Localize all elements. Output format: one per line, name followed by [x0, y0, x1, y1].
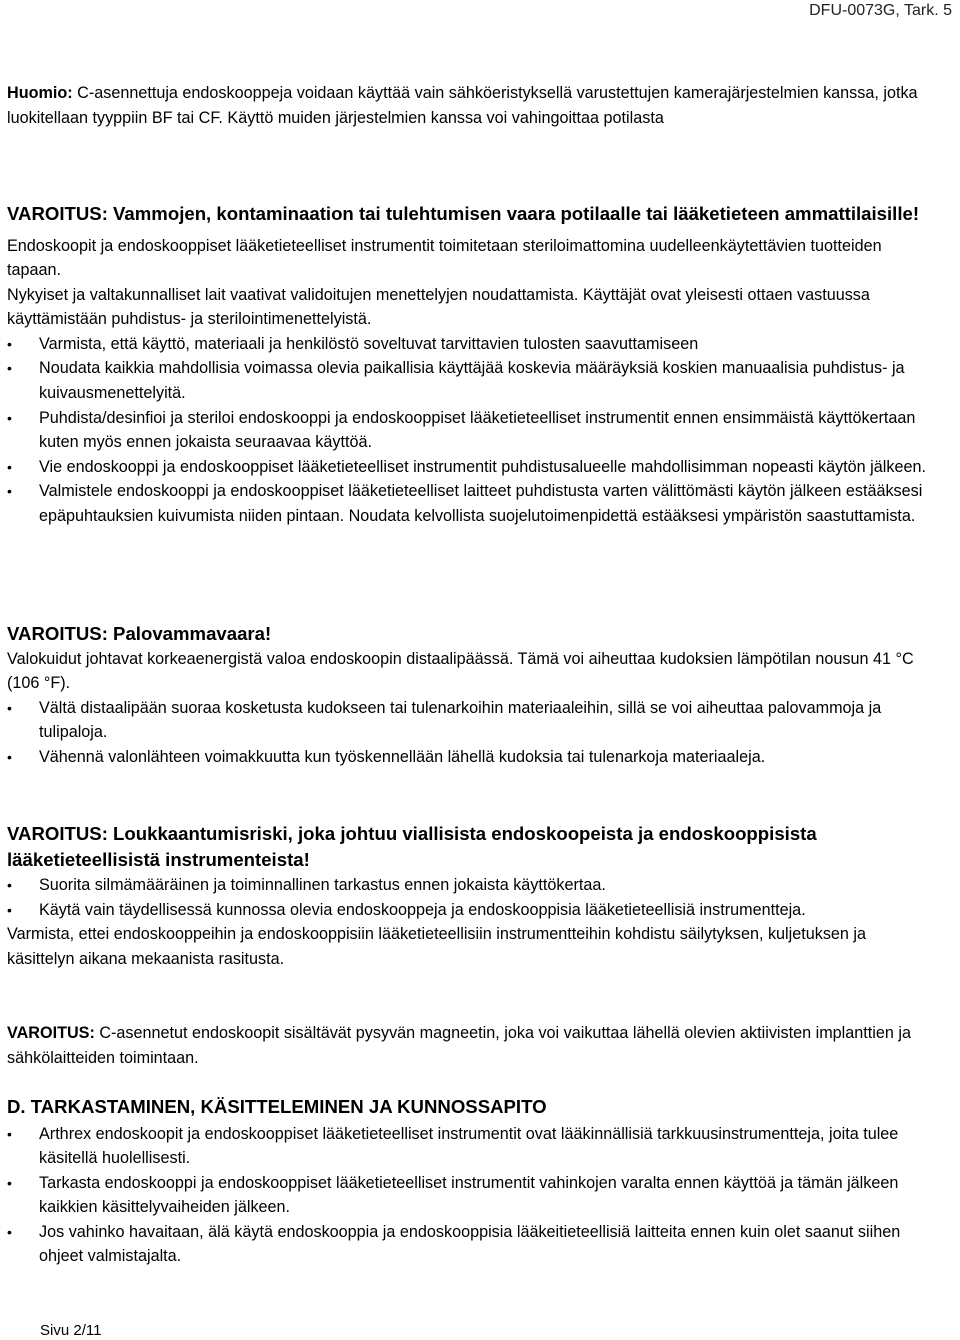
bullet-icon: • [7, 1174, 12, 1191]
bullet-icon: • [7, 335, 12, 352]
list-item: • Jos vahinko havaitaan, älä käytä endoskooppia ja endoskooppisia lääkeitieteellisiä laitteita ennen kuin olet saanut siihen ohjeet valmistajalta. [7, 1220, 927, 1269]
section-title: D. TARKASTAMINEN, KÄSITTELEMINEN JA KUNNOSSAPITO [7, 1096, 547, 1117]
page-number: Sivu 2/11 [40, 1322, 102, 1339]
warning-title: VAROITUS: Vammojen, kontaminaation tai tulehtumisen vaara potilaalle tai lääketieteen ammattilaisille! [7, 203, 920, 224]
note-label: Huomio: [7, 84, 73, 102]
list-item: • Käytä vain täydellisessä kunnossa olevia endoskooppeja ja endoskooppisia lääketieteellisiä instrumentteja. [7, 898, 927, 923]
paragraph: Endoskoopit ja endoskooppiset lääketieteelliset instrumentit toimitetaan steriloimattomina uudelleenkäytettävien tuotteiden tapaan. [7, 236, 882, 280]
bullet-icon: • [7, 699, 12, 716]
list-item: • Valmistele endoskooppi ja endoskooppiset lääketieteelliset laitteet puhdistusta varten välittömästi käytön jälkeen estääksesi epäpuhtauksien kuivumista niiden pintaan. Noudata kelvollista suojelutoimenpidettä estääksesi ympäristön saastuttamista. [7, 479, 927, 528]
warning-injury [7, 821, 927, 971]
warning-contamination [7, 202, 927, 529]
list-item: • Noudata kaikkia mahdollisia voimassa olevia paikallisia käyttäjää koskevia määräyksiä koskien manuaalisia puhdistus- ja kuivausmenettelyitä. [7, 356, 927, 405]
bullet-icon: • [7, 901, 12, 918]
note-text: C-asennettuja endoskooppeja voidaan käyttää vain sähköeristyksellä varustettujen kamerajärjestelmien kanssa, jotka luokitellaan tyyppiin BF tai CF. Käyttö muiden järjestelmien kanssa voi vahingoittaa potilasta [7, 84, 918, 127]
list-item: • Vähennä valonlähteen voimakkuutta kun työskennellään lähellä kudoksia tai tulenarkoja materiaaleja. [7, 745, 927, 770]
bullet-icon: • [7, 748, 12, 765]
bullet-icon: • [7, 458, 12, 475]
warning-label: VAROITUS: [7, 1024, 95, 1042]
bullet-icon: • [7, 360, 12, 377]
bullet-list [7, 873, 927, 922]
paragraph: Valokuidut johtavat korkeaenergistä valoa endoskoopin distaalipäässä. Tämä voi aiheuttaa kudoksien lämpötilan nousun 41 °C (106 °F). [7, 649, 914, 693]
list-item: • Vältä distaalipään suoraa kosketusta kudokseen tai tulenarkoihin materiaaleihin, sillä se voi aiheuttaa palovammoja ja tulipaloja. [7, 696, 927, 745]
warning-text: C-asennetut endoskoopit sisältävät pysyvän magneetin, joka voi vaikuttaa lähellä olevien aktiivisten implanttien ja sähkölaitteiden toimintaan. [7, 1024, 911, 1067]
section-d [7, 1095, 927, 1269]
list-item: • Vie endoskooppi ja endoskooppiset lääketieteelliset instrumentit puhdistusalueelle mahdollisimman nopeasti käytön jälkeen. [7, 455, 927, 480]
warning-title: VAROITUS: Palovammavaara! [7, 623, 272, 644]
bullet-list [7, 1122, 927, 1270]
bullet-list [7, 696, 927, 770]
list-item: • Varmista, että käyttö, materiaali ja henkilöstö soveltuvat tarvittavien tulosten saavuttamiseen [7, 332, 927, 357]
list-item: • Suorita silmämääräinen ja toiminnallinen tarkastus ennen jokaista käyttökertaa. [7, 873, 927, 898]
bullet-icon: • [7, 877, 12, 893]
warning-burn [7, 622, 927, 769]
list-item: • Puhdista/desinfioi ja steriloi endoskooppi ja endoskooppiset lääketieteelliset instrumentit ennen ensimmäistä käyttökertaan kuten myös ennen jokaista seuraavaa käyttöä. [7, 406, 927, 455]
paragraph: Nykyiset ja valtakunnalliset lait vaativat validoitujen menettelyjen noudattamista. Käyttäjät ovat yleisesti ottaen vastuussa käyttämistään puhdistus- ja sterilointimenettelyistä. [7, 285, 870, 329]
list-item: • Tarkasta endoskooppi ja endoskooppiset lääketieteelliset instrumentit vahinkojen varalta ennen käyttöä ja tämän jälkeen kaikkien käsittelyvaiheiden jälkeen. [7, 1171, 927, 1220]
paragraph: Varmista, ettei endoskooppeihin ja endoskooppisiin lääketieteellisiin instrumentteihin kohdistu säilytyksen, kuljetuksen ja käsittelyn aikana mekaanista rasitusta. [7, 925, 867, 968]
warning-title: VAROITUS: Loukkaantumisriski, joka johtuu viallisista endoskoopeista ja endoskooppisista lääketieteellisistä instrumenteista! [7, 823, 817, 870]
bullet-icon: • [7, 1125, 12, 1142]
bullet-list [7, 332, 927, 529]
document-id: DFU-0073G, Tark. 5 [809, 2, 952, 19]
bullet-icon: • [7, 409, 12, 426]
bullet-icon: • [7, 483, 12, 500]
bullet-icon: • [7, 1223, 12, 1240]
warning-magnet [7, 1021, 927, 1070]
list-item: • Arthrex endoskoopit ja endoskooppiset lääketieteelliset instrumentit ovat lääkinnällisiä tarkkuusinstrumentteja, joita tulee käsitellä huolellisesti. [7, 1122, 927, 1171]
note-paragraph [7, 81, 927, 130]
